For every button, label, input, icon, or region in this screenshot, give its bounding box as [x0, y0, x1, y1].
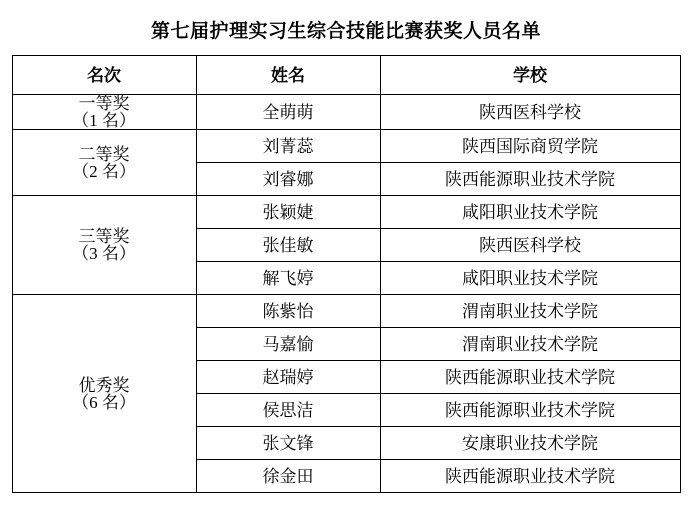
winner-school: 陕西能源职业技术学院 — [380, 163, 680, 196]
rank-cell — [12, 95, 196, 130]
rank-label: 优秀奖 — [78, 375, 130, 395]
winner-school: 陕西能源职业技术学院 — [380, 361, 680, 394]
rank-count: （2 名） — [72, 161, 136, 181]
winner-name: 张文锋 — [196, 427, 380, 460]
rank-count: （3 名） — [72, 244, 136, 263]
winner-name: 刘菁蕊 — [196, 130, 380, 163]
rank-count: （1 名） — [72, 111, 136, 130]
winner-name: 徐金田 — [196, 460, 380, 493]
winner-school: 陕西能源职业技术学院 — [380, 394, 680, 427]
winner-school: 咸阳职业技术学院 — [380, 262, 680, 295]
winner-name: 陈紫怡 — [196, 295, 380, 328]
winner-school: 陕西医科学校 — [380, 229, 680, 262]
winner-name: 侯思洁 — [196, 394, 380, 427]
winner-name: 张佳敏 — [196, 229, 380, 262]
winner-name: 解飞婷 — [196, 262, 380, 295]
winner-school: 渭南职业技术学院 — [380, 295, 680, 328]
winner-school: 渭南职业技术学院 — [380, 328, 680, 361]
winner-name: 全萌萌 — [196, 95, 380, 130]
column-header-name: 姓名 — [196, 56, 380, 95]
winner-school: 咸阳职业技术学院 — [380, 196, 680, 229]
rank-label: 一等奖 — [78, 94, 130, 113]
column-header-school: 学校 — [380, 56, 680, 95]
award-list-table — [12, 55, 681, 493]
rank-cell — [12, 295, 196, 493]
table-header-row — [12, 56, 680, 95]
winner-school: 陕西医科学校 — [380, 95, 680, 130]
rank-count: （6 名） — [72, 392, 136, 412]
table-row — [12, 196, 680, 229]
table-row — [12, 295, 680, 328]
winner-name: 张颖婕 — [196, 196, 380, 229]
rank-cell — [12, 130, 196, 196]
table-header — [12, 56, 680, 95]
rank-cell — [12, 196, 196, 295]
winner-name: 赵瑞婷 — [196, 361, 380, 394]
table-row — [12, 130, 680, 163]
rank-label: 二等奖 — [78, 144, 130, 164]
table-row — [12, 95, 680, 130]
winner-name: 刘睿娜 — [196, 163, 380, 196]
winner-name: 马嘉愉 — [196, 328, 380, 361]
page-title: 第七届护理实习生综合技能比赛获奖人员名单 — [150, 21, 541, 42]
winner-school: 陕西能源职业技术学院 — [380, 460, 680, 493]
table-body — [12, 95, 680, 493]
winner-school: 安康职业技术学院 — [380, 427, 680, 460]
rank-label: 三等奖 — [78, 227, 130, 246]
column-header-rank: 名次 — [12, 56, 196, 95]
winner-school: 陕西国际商贸学院 — [380, 130, 680, 163]
